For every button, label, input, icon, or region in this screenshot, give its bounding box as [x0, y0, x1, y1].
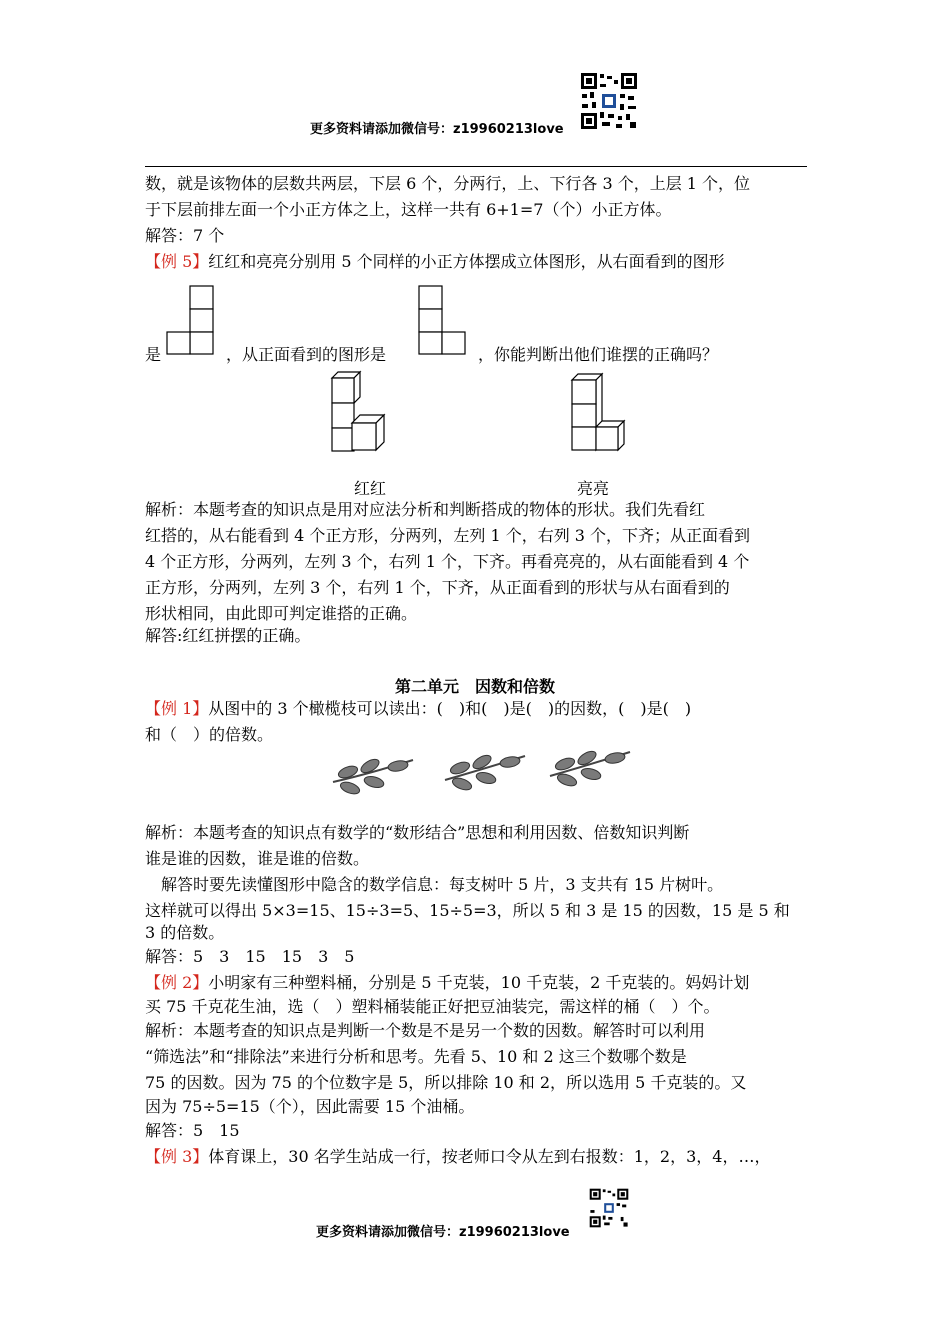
answer-line: 解答：7 个 — [145, 226, 225, 245]
text-fragment: ，你能判断出他们谁摆的正确吗？ — [478, 345, 719, 364]
front-view-figure — [418, 285, 468, 355]
analysis-line: “筛选法”和“排除法”来进行分析和思考。先看 5、10 和 2 这三个数哪个数是 — [145, 1047, 687, 1066]
text-line: 买 75 千克花生油，选（ ）塑料桶装能正好把豆油装完，需这样的桶（ ）个。 — [145, 997, 720, 1016]
answer-line: 解答：5 3 15 15 3 5 — [145, 947, 355, 966]
analysis-line: 红搭的，从右能看到 4 个正方形，分两列，左列 1 个，右列 3 个，下齐；从正面看到 — [145, 526, 751, 545]
example-2-line — [145, 972, 749, 994]
analysis-line: 正方形，分两列，左列 3 个，右列 1 个，下齐，从正面看到的形状与从右面看到的 — [145, 578, 730, 597]
text-fragment: ，从正面看到的图形是 — [226, 345, 387, 364]
olive-branch-icon — [545, 744, 635, 788]
example-text: 红红和亮亮分别用 5 个同样的小正方体摆成立体图形，从右面看到的图形 — [208, 252, 725, 271]
header-text: 更多资料请添加微信号：z19960213love — [310, 122, 564, 137]
example-text: 小明家有三种塑料桶，分别是 5 千克装，10 千克装，2 千克装的。妈妈计划 — [208, 973, 750, 992]
analysis-line: 解答时要先读懂图形中隐含的数学信息：每支树叶 5 片，3 支共有 15 片树叶。 — [145, 875, 724, 894]
example-tag: 【例 3】 — [145, 1147, 209, 1166]
example-1-line-2: 和（ ）的倍数。 — [145, 725, 274, 744]
caption-liangliang: 亮亮 — [577, 479, 610, 498]
example-tag: 【例 2】 — [145, 973, 209, 992]
example-text: 体育课上，30 名学生站成一行，按老师口令从左到右报数：1，2，3，4，…， — [208, 1147, 771, 1166]
analysis-line: 4 个正方形，分两列，左列 3 个，右列 1 个，下齐。再看亮亮的，从右面能看到 4 个 — [145, 552, 750, 571]
text-line: 于下层前排左面一个小正方体之上，这样一共有 6+1=7（个）小正方体。 — [145, 200, 672, 219]
analysis-line: 解析：本题考查的知识点有数学的“数形结合”思想和利用因数、倍数知识判断 — [145, 823, 690, 842]
olive-branch-icon — [440, 748, 530, 792]
analysis-line: 因为 75÷5=15（个），因此需要 15 个油桶。 — [145, 1097, 475, 1116]
analysis-line: 这样就可以得出 5×3=15、15÷3=5、15÷5=3，所以 5 和 3 是 15 的因数，15 是 5 和 — [145, 901, 790, 920]
example-tag: 【例 5】 — [145, 252, 209, 271]
qr-code-icon — [580, 72, 638, 130]
right-view-figure — [166, 285, 216, 355]
analysis-line: 形状相同，由此即可判定谁搭的正确。 — [145, 604, 418, 623]
olive-branch-icon — [328, 752, 418, 796]
unit-title: 第二单元 因数和倍数 — [394, 677, 555, 696]
example-1-line — [145, 698, 691, 720]
qr-code-icon — [589, 1188, 629, 1228]
example-tag: 【例 1】 — [145, 699, 209, 718]
liangliang-cube-figure — [570, 372, 628, 452]
footer-text: 更多资料请添加微信号：z19960213love — [316, 1225, 570, 1240]
text-fragment: 是 — [145, 345, 162, 364]
answer-line: 解答:红红拼摆的正确。 — [145, 626, 311, 645]
example-3-line — [145, 1146, 770, 1168]
analysis-line: 解析：本题考查的知识点是用对应法分析和判断搭成的物体的形状。我们先看红 — [145, 500, 706, 519]
analysis-line: 75 的因数。因为 75 的个位数字是 5，所以排除 10 和 2，所以选用 5 千克装的。又 — [145, 1073, 747, 1092]
honghong-cube-figure — [330, 370, 388, 452]
answer-line: 解答：5 15 — [145, 1121, 240, 1140]
caption-honghong: 红红 — [354, 479, 387, 498]
example-text: 从图中的 3 个橄榄枝可以读出：( )和( )是( )的因数，( )是( ) — [208, 699, 692, 718]
example-5-line — [145, 251, 725, 273]
text-line: 数，就是该物体的层数共两层，下层 6 个，分两行，上、下行各 3 个，上层 1 个，位 — [145, 174, 751, 193]
analysis-line: 解析：本题考查的知识点是判断一个数是不是另一个数的因数。解答时可以利用 — [145, 1021, 706, 1040]
header-rule — [145, 166, 807, 167]
analysis-line: 谁是谁的因数，谁是谁的倍数。 — [145, 849, 370, 868]
analysis-line: 3 的倍数。 — [145, 923, 225, 942]
